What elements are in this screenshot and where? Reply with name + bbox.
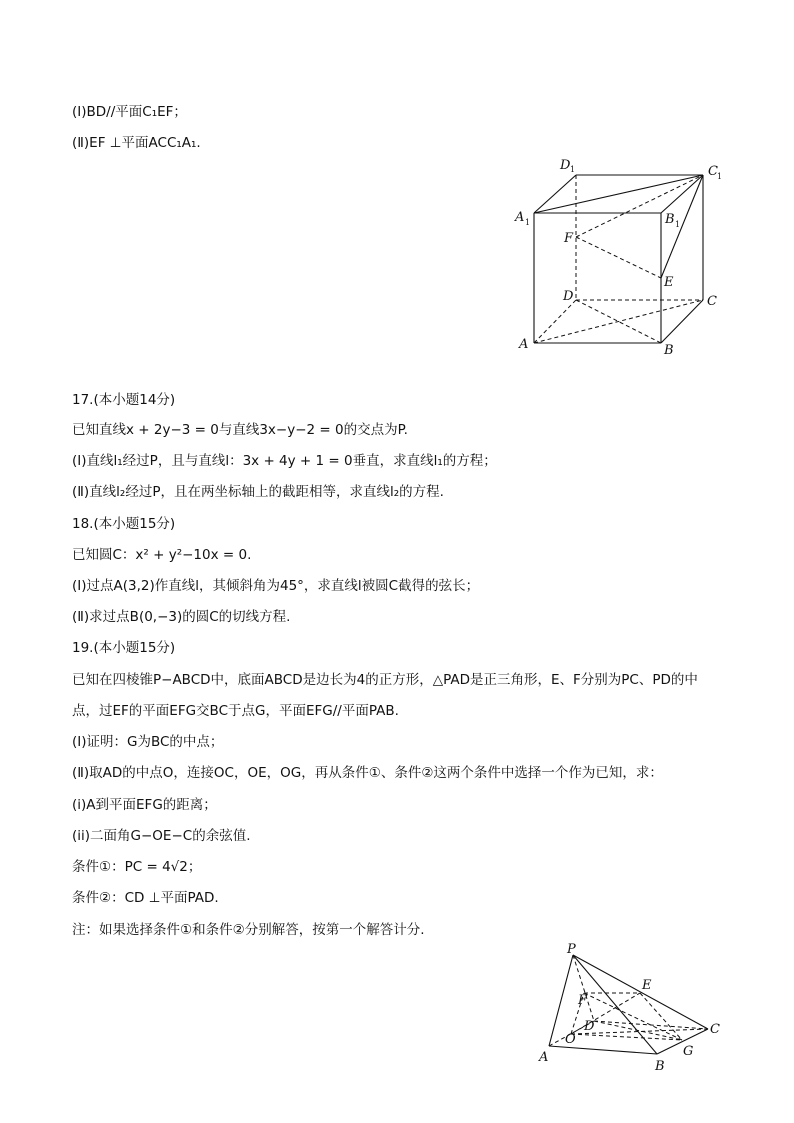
line-1-1: (Ⅰ)BD//平面C₁EF； xyxy=(72,104,187,120)
cube-label-c1-sub: 1 xyxy=(717,172,723,181)
problem-17-part2: (Ⅱ)直线l₂经过P，且在两坐标轴上的截距相等，求直线l₂的方程. xyxy=(72,484,444,500)
problem-18-stem: 已知圆C：x² + y²−10x = 0. xyxy=(72,547,252,563)
cube-label-d: D xyxy=(563,289,574,304)
line-1-2: (Ⅱ)EF ⊥平面ACC₁A₁. xyxy=(72,135,201,151)
problem-18-header: 18.(本小题15分) xyxy=(72,516,176,532)
problem-17-header: 17.(本小题14分) xyxy=(72,392,176,408)
problem-19-stem-2: 点，过EF的平面EFG交BC于点G，平面EFG//平面PAB. xyxy=(72,703,399,719)
cube-label-b1-sub: 1 xyxy=(675,220,681,229)
cube-label-d1-sub: 1 xyxy=(570,165,576,174)
cube-label-d1: D xyxy=(560,158,571,173)
cube-label-f: F xyxy=(564,231,574,246)
problem-17-stem: 已知直线x + 2y−3 = 0与直线3x−y−2 = 0的交点为P. xyxy=(72,422,408,438)
condition-1: 条件①：PC = 4√2； xyxy=(72,859,202,875)
condition-2: 条件②：CD ⊥平面PAD. xyxy=(72,890,219,906)
cube-label-a: A xyxy=(519,337,529,352)
problem-17-part1: (Ⅰ)直线l₁经过P，且与直线l：3x + 4y + 1 = 0垂直，求直线l₁的方程； xyxy=(72,453,497,469)
cube-label-e: E xyxy=(664,275,674,290)
pyramid-label-o: O xyxy=(565,1032,576,1047)
problem-19-part2: (Ⅱ)取AD的中点O，连接OC，OE，OG，再从条件①、条件②这两个条件中选择一个作为已知，求： xyxy=(72,765,663,781)
cube-label-c: C xyxy=(707,294,717,309)
pyramid-label-d: D xyxy=(584,1019,595,1034)
pyramid-label-b: B xyxy=(655,1059,665,1074)
cube-label-a1: A xyxy=(515,210,525,225)
pyramid-label-p: P xyxy=(567,942,576,957)
pyramid-label-c: C xyxy=(710,1022,720,1037)
problem-19-part1: (Ⅰ)证明：G为BC的中点； xyxy=(72,734,224,750)
cube-label-b1: B xyxy=(665,212,675,227)
pyramid-label-g: G xyxy=(683,1044,694,1059)
pyramid-label-e: E xyxy=(642,978,652,993)
problem-18-part1: (Ⅰ)过点A(3,2)作直线l，其倾斜角为45°，求直线l被圆C截得的弦长； xyxy=(72,578,480,594)
problem-18-part2: (Ⅱ)求过点B(0,−3)的圆C的切线方程. xyxy=(72,609,291,625)
problem-19-stem-1: 已知在四棱锥P−ABCD中，底面ABCD是边长为4的正方形，△PAD是正三角形，E、F分别为PC、PD的中 xyxy=(72,672,698,688)
pyramid-label-a: A xyxy=(539,1050,549,1065)
note: 注：如果选择条件①和条件②分别解答，按第一个解答计分. xyxy=(72,922,425,938)
cube-label-b: B xyxy=(664,343,674,358)
pyramid-label-f: F xyxy=(578,993,588,1008)
cube-label-c1: C xyxy=(708,164,718,179)
problem-19-sub-ii: (ii)二面角G−OE−C的余弦值. xyxy=(72,828,251,844)
problem-19-header: 19.(本小题15分) xyxy=(72,640,176,656)
cube-label-a1-sub: 1 xyxy=(525,218,531,227)
problem-19-sub-i: (i)A到平面EFG的距离； xyxy=(72,797,217,813)
